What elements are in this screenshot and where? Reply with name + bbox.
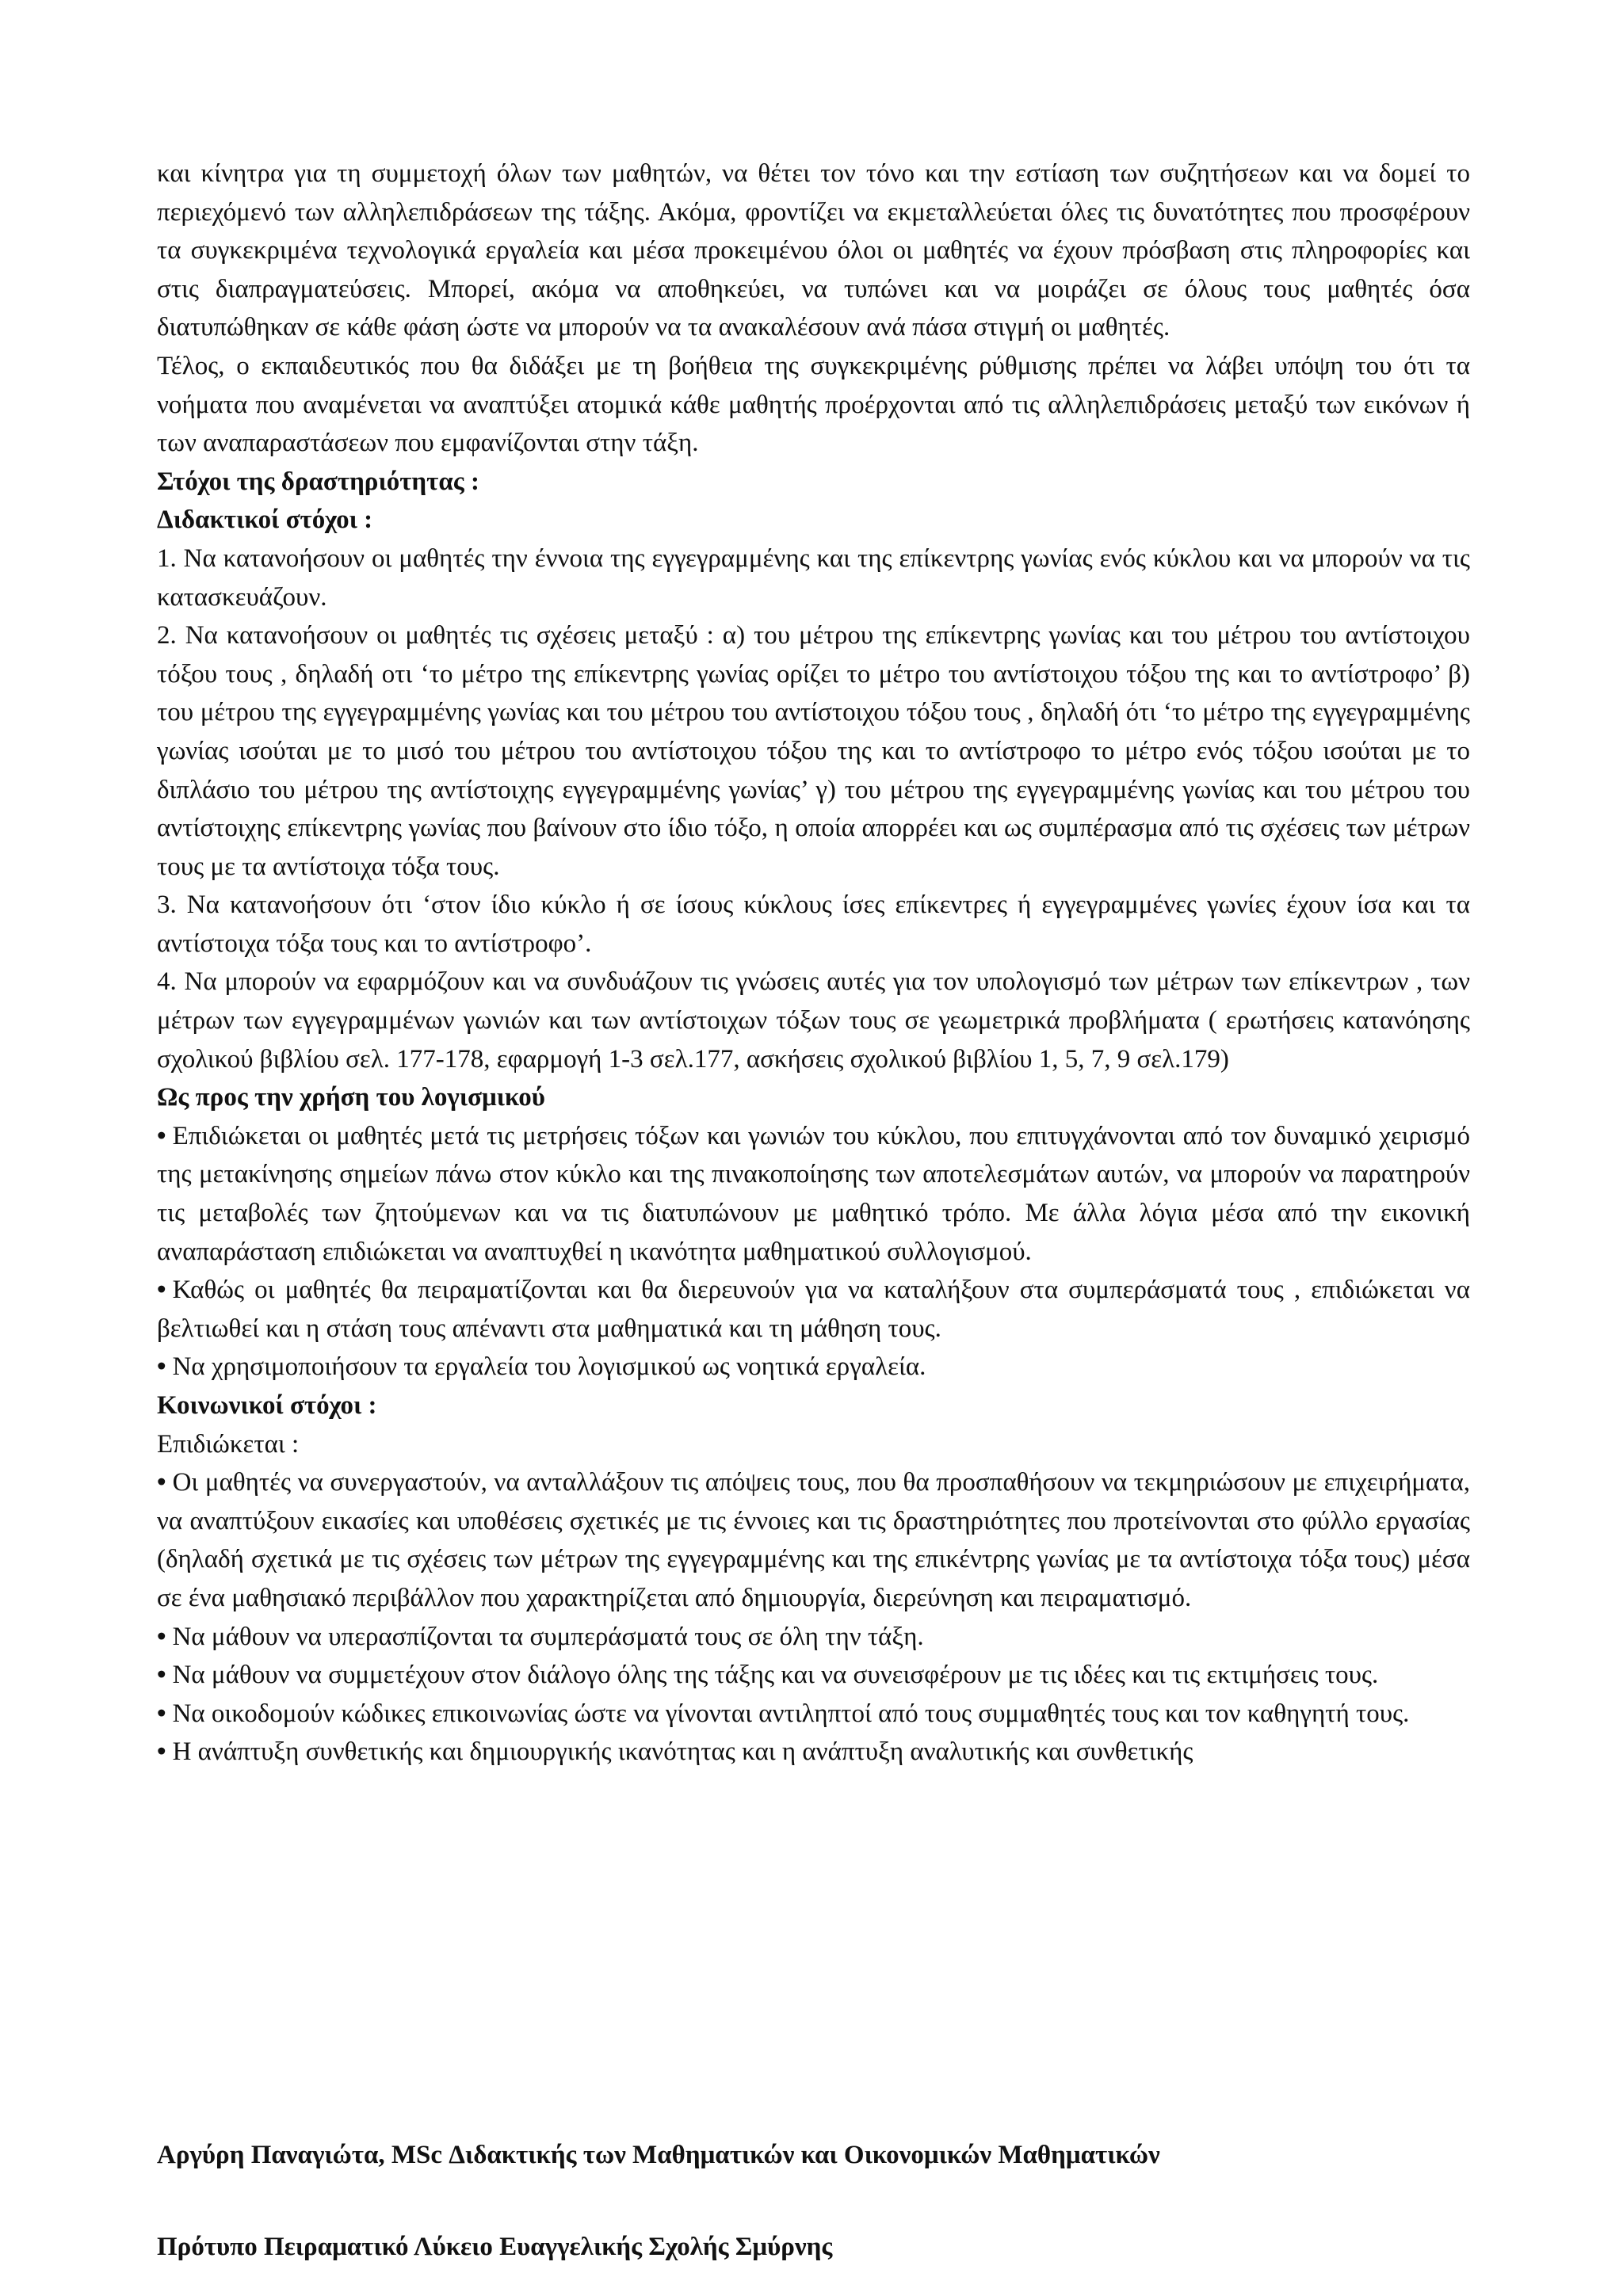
heading-social-goals: Κοινωνικοί στόχοι : bbox=[157, 1391, 377, 1420]
goal-item-2: 2. Να κατανοήσουν οι μαθητές τις σχέσεις μεταξύ : α) του μέτρου της επίκεντρης γωνίας και του μέτρου του αντίστοιχου τόξου τους , δηλαδή οτι ‘το μέτρο της επίκεντρης γωνίας ορίζει το μέτρο του αντίστοιχου τόξου της και το αντίστροφο’ β) του μέτρου της εγγεγραμμένης γωνίας και του μέτρου του αντίστοιχου τόξου τους , δηλαδή ότι ‘το μέτρο της εγγεγραμμένης γωνίας ισούται με το μισό του μέτρου του αντίστοιχου τόξου της και το αντίστροφο το μέτρο ενός τόξου ισούται με το διπλάσιο του μέτρου της αντίστοιχης εγγεγραμμένης γωνίας’ γ) του μέτρου της εγγεγραμμένης γωνίας και του μέτρου του αντίστοιχης επίκεντρης γωνίας που βαίνουν στο ίδιο τόξο, η οποία απορρέει και ως συμπέρασμα από τις σχέσεις των μέτρων τους με τα αντίστοιχα τόξα τους. bbox=[157, 621, 1470, 881]
goal-item-1: 1. Να κατανοήσουν οι μαθητές την έννοια της εγγεγραμμένης και της επίκεντρης γωνίας ενός κύκλου και να μπορούν να τις κατασκευάζουν. bbox=[157, 543, 1470, 612]
software-bullet-2: • Καθώς οι μαθητές θα πειραματίζονται και θα διερευνούν για να καταλήξουν στα συμπεράσματά τους , επιδιώκεται να βελτιωθεί και η στάση τους απέναντι στα μαθηματικά και τη μάθηση τους. bbox=[157, 1271, 1470, 1348]
social-bullet-2: • Να μάθουν να υπερασπίζονται τα συμπεράσματά τους σε όλη την τάξη. bbox=[157, 1618, 1470, 1657]
social-bullet-1: • Οι μαθητές να συνεργαστούν, να ανταλλάξουν τις απόψεις τους, που θα προσπαθήσουν να τεκμηριώσουν με επιχειρήματα, να αναπτύξουν εικασίες και υποθέσεις σχετικές με τις έννοιες και τις δραστηριότητες που προτείνονται στο φύλλο εργασίας (δηλαδή σχετικά με τις σχέσεις των μέτρων της εγγεγραμμένης και της επικέντρης γωνίας με τα αντίστοιχα τόξα τους) μέσα σε ένα μαθησιακό περιβάλλον που χαρακτηρίζεται από δημιουργία, διερεύνηση και πειραματισμό. bbox=[157, 1463, 1470, 1617]
social-intro: Επιδιώκεται : bbox=[157, 1429, 300, 1459]
document-body bbox=[157, 154, 1470, 1772]
heading-software-use: Ως προς την χρήση του λογισμικού bbox=[157, 1083, 545, 1112]
social-bullet-5: • Η ανάπτυξη συνθετικής και δημιουργικής ικανότητας και η ανάπτυξη αναλυτικής και συνθετικής bbox=[157, 1733, 1470, 1772]
heading-activity-goals: Στόχοι της δραστηριότητας : bbox=[157, 467, 479, 496]
paragraph-teacher-role: και κίνητρα για τη συμμετοχή όλων των μαθητών, να θέτει τον τόνο και την εστίαση των συζητήσεων και να δομεί το περιεχόμενό των αλληλεπιδράσεων της τάξης. Ακόμα, φροντίζει να εκμεταλλεύεται όλες τις δυνατότητες που προσφέρουν τα συγκεκριμένα τεχνολογικά εργαλεία και μέσα προκειμένου όλοι οι μαθητές να έχουν πρόσβαση στις πληροφορίες και στις διαπραγματεύσεις. Μπορεί, ακόμα να αποθηκεύει, να τυπώνει και να μοιράζει σε όλους τους μαθητές όσα διατυπώθηκαν σε κάθε φάση ώστε να μπορούν να τα ανακαλέσουν ανά πάσα στιγμή οι μαθητές. bbox=[157, 159, 1470, 342]
goal-item-3: 3. Να κατανοήσουν ότι ‘στον ίδιο κύκλο ή σε ίσους κύκλους ίσες επίκεντρες ή εγγεγραμμένες γωνίες έχουν ίσα και τα αντίστοιχα τόξα τους και το αντίστροφο’. bbox=[157, 891, 1470, 958]
social-bullet-4: • Να οικοδομούν κώδικες επικοινωνίας ώστε να γίνονται αντιληπτοί από τους συμμαθητές τους και τον καθηγητή τους. bbox=[157, 1695, 1470, 1733]
software-bullet-3: • Να χρησιμοποιήσουν τα εργαλεία του λογισμικού ως νοητικά εργαλεία. bbox=[157, 1348, 1470, 1386]
paragraph-conclusion: Τέλος, ο εκπαιδευτικός που θα διδάξει με τη βοήθεια της συγκεκριμένης ρύθμισης πρέπει να λάβει υπόψη του ότι τα νοήματα που αναμένεται να αναπτύξει ατομικά κάθε μαθητής προέρχονται από τις αλληλεπιδράσεις μεταξύ των εικόνων ή των αναπαραστάσεων που εμφανίζονται στην τάξη. bbox=[157, 351, 1470, 458]
goal-item-4: 4. Να μπορούν να εφαρμόζουν και να συνδυάζουν τις γνώσεις αυτές για τον υπολογισμό των μέτρων των επίκεντρων , των μέτρων των εγγεγραμμένων γωνιών και των αντίστοιχων τόξων τους σε γεωμετρικά προβλήματα ( ερωτήσεις κατανόησης σχολικού βιβλίου σελ. 177-178, εφαρμογή 1-3 σελ.177, ασκήσεις σχολικού βιβλίου 1, 5, 7, 9 σελ.179) bbox=[157, 967, 1470, 1074]
footer-author: Αργύρη Παναγιώτα, MSc Διδακτικής των Μαθηματικών και Οικονομικών Μαθηματικών bbox=[157, 2141, 1160, 2169]
software-bullet-1: • Επιδιώκεται οι μαθητές μετά τις μετρήσεις τόξων και γωνιών του κύκλου, που επιτυγχάνονται από τον δυναμικό χειρισμό της μετακίνησης σημείων πάνω στον κύκλο και της πινακοποίησης των αποτελεσμάτων αυτών, να μπορούν να παρατηρούν τις μεταβολές των ζητούμενων και να τις διατυπώνουν με μαθητικό τρόπο. Με άλλα λόγια μέσα από την εικονική αναπαράσταση επιδιώκεται να αναπτυχθεί η ικανότητα μαθηματικού συλλογισμού. bbox=[157, 1117, 1470, 1271]
social-bullet-3: • Να μάθουν να συμμετέχουν στον διάλογο όλης της τάξης και να συνεισφέρουν με τις ιδέες και τις εκτιμήσεις τους. bbox=[157, 1656, 1470, 1695]
heading-teaching-goals: Διδακτικοί στόχοι : bbox=[157, 505, 373, 535]
footer-school: Πρότυπο Πειραματικό Λύκειο Ευαγγελικής Σχολής Σμύρνης bbox=[157, 2233, 833, 2261]
